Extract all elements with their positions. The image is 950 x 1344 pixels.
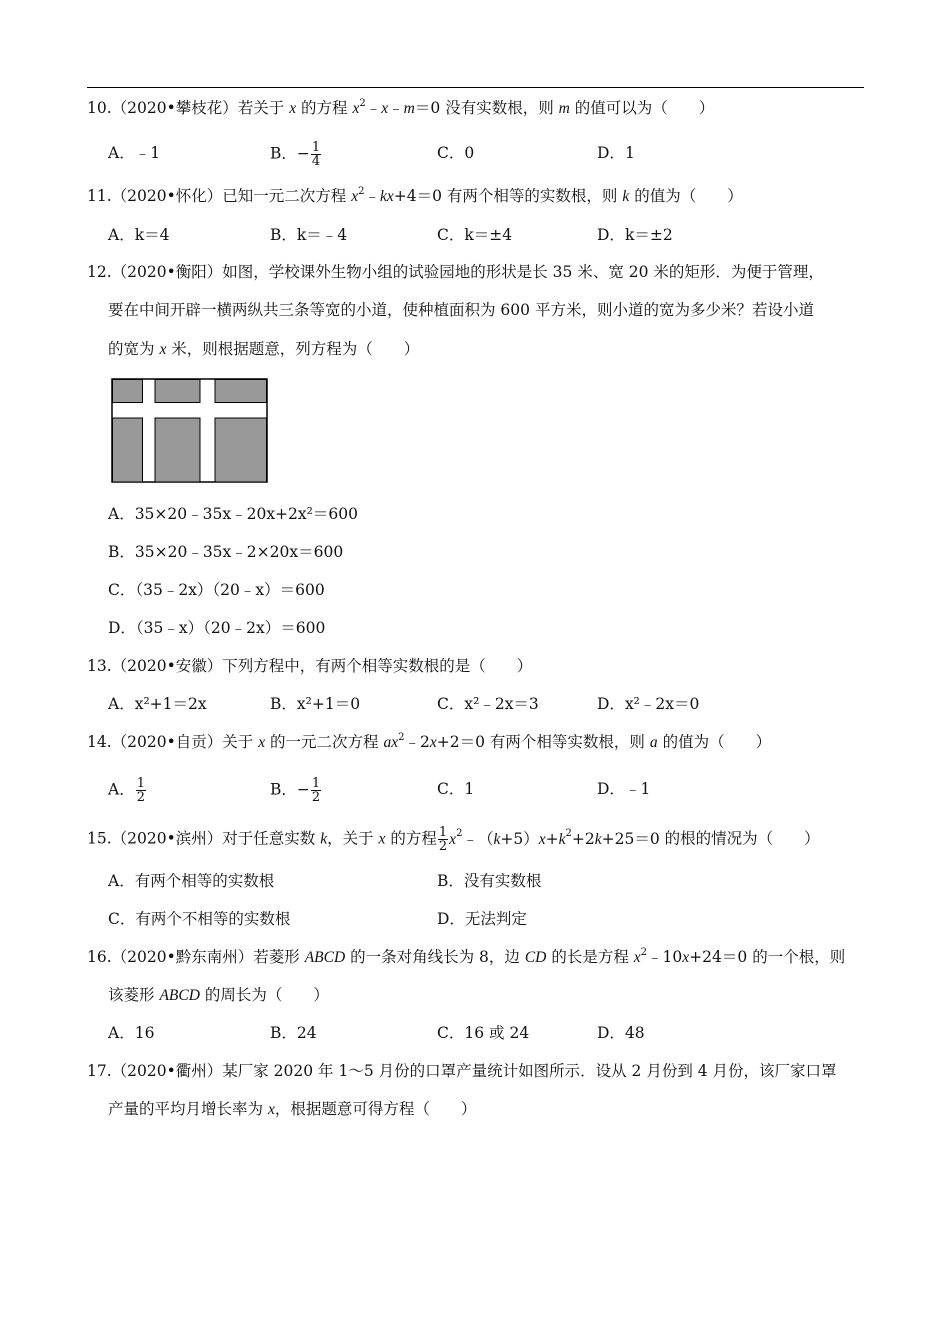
question-text: 对于任意实数 <box>222 829 316 848</box>
fraction: $\frac{1}{2}$ <box>311 776 321 805</box>
question-source: （2020•黔东南州） <box>111 948 254 966</box>
question-text: 的根的情况为（ ） <box>664 829 820 848</box>
question-number: 14. <box>87 733 112 751</box>
question-source: （2020•自贡） <box>111 733 223 751</box>
question-text: 若关于 <box>237 99 285 117</box>
option-c: C．x²﹣2x＝3 <box>437 695 539 713</box>
option-a: A．k＝4 <box>108 226 170 244</box>
option-d: D．无法判定 <box>437 910 527 928</box>
question-text: 下列方程中，有两个相等实数根的是（ ） <box>222 657 533 675</box>
option-c: C．（35﹣2x）（20﹣x）＝600 <box>108 581 325 599</box>
header-rule <box>87 87 864 88</box>
option-b: B．− $\frac{1}{4}$ <box>270 140 321 169</box>
option-d: D．k＝±2 <box>597 226 673 244</box>
garden-plot-figure <box>111 378 269 484</box>
question-text: 没有实数根，则 <box>445 99 554 117</box>
option-b: B．35×20﹣35x﹣2×20x＝600 <box>108 543 344 561</box>
fraction: $\frac{1}{2}$ <box>136 776 145 805</box>
option-c: C．1 <box>437 780 475 798</box>
option-c: C．有两个不相等的实数根 <box>108 910 291 928</box>
plot-bed <box>215 380 267 403</box>
option-d: D．1 <box>597 144 635 162</box>
question-12 <box>87 262 824 282</box>
equation: $\frac{1}{2}$ $x^2﹣(k+5)x+k^2+2k+25=0$ <box>438 825 660 854</box>
question-12-line-3: 的宽为 x 米，则根据题意，列方程为（ ） <box>108 340 420 358</box>
question-16: 16.（2020•黔东南州）若菱形 ABCD 的一条对角线长为 8，边 CD 的长是方程 $x^2﹣10x+24=0$ 的一个根，则 <box>87 946 846 966</box>
option-c: C．16 或 24 <box>437 1024 530 1042</box>
question-13 <box>87 656 532 676</box>
question-source: （2020•衡阳） <box>111 263 223 281</box>
question-source: （2020•攀枝花） <box>111 99 238 117</box>
option-a: A．35×20﹣35x﹣20x+2x²＝600 <box>108 505 358 523</box>
question-source: （2020•怀化） <box>111 187 223 205</box>
question-12-line-2: 要在中间开辟一横两纵共三条等宽的小道，使种植面积为 600 平方米，则小道的宽为多少米？若设小道 <box>108 301 814 319</box>
question-17 <box>87 1061 837 1081</box>
option-a: A．﹣1 <box>108 144 161 162</box>
option-c: C．k＝±4 <box>437 226 513 244</box>
option-d: D．（35﹣x）（20﹣2x）＝600 <box>108 619 326 637</box>
question-text: 的值为（ ） <box>662 733 772 751</box>
question-text: 若菱形 <box>253 948 300 966</box>
option-a: A．x²+1＝2x <box>108 695 207 713</box>
question-source: （2020•衢州） <box>111 1062 223 1080</box>
question-text: 的值可以为（ ） <box>574 99 715 117</box>
question-number: 13. <box>87 657 112 675</box>
question-text: 的长是方程 <box>551 948 629 966</box>
math-var-k: k <box>622 188 630 205</box>
option-a: A． $\frac{1}{2}$ <box>108 776 145 805</box>
question-11 <box>87 186 743 207</box>
fraction: $\frac{1}{4}$ <box>311 140 321 169</box>
question-text: 的一个根，则 <box>752 948 846 966</box>
question-source: （2020•安徽） <box>111 657 223 675</box>
option-b: B．k＝﹣4 <box>270 226 348 244</box>
question-text: 有两个相等实数根，则 <box>489 733 645 751</box>
question-text: 关于 <box>222 733 254 751</box>
plot-bed <box>113 380 143 403</box>
question-source: （2020•滨州） <box>111 829 223 848</box>
question-number: 11. <box>87 187 112 205</box>
question-text: 的值为（ ） <box>634 187 743 205</box>
plot-bed <box>155 418 200 482</box>
option-d: D．x²﹣2x＝0 <box>597 695 700 713</box>
question-number: 10. <box>87 99 112 117</box>
plot-bed <box>113 418 143 482</box>
question-text: 的方程 <box>390 829 437 848</box>
question-16-line-2: 该菱形 ABCD 的周长为（ ） <box>108 986 329 1004</box>
option-d: D．48 <box>597 1024 645 1042</box>
equation: $x^2﹣x﹣m=0$ <box>352 97 441 117</box>
option-a: A．16 <box>108 1024 155 1042</box>
math-var-m: m <box>558 100 570 117</box>
question-text: ，关于 <box>327 829 374 848</box>
question-text: 的一元二次方程 <box>270 733 379 751</box>
question-number: 12. <box>87 263 112 281</box>
equation: $x^2﹣kx+4=0$ <box>351 185 442 205</box>
option-a: A．有两个相等的实数根 <box>108 872 275 890</box>
plot-bed <box>215 418 267 482</box>
question-15: 15.（2020•滨州）对于任意实数 k，关于 x 的方程 $\frac{1}{2}$ $x^2﹣(k+5)x+k^2+2k+25=0$ 的根的情况为（ ） <box>87 825 820 854</box>
question-text: 已知一元二次方程 <box>222 187 347 205</box>
question-14: 14.（2020•自贡）关于 x 的一元二次方程 $ax^2﹣2x+2=0$ 有两个相等实数根，则 a 的值为（ ） <box>87 731 772 751</box>
option-d: D．﹣1 <box>597 780 651 798</box>
question-text: 如图，学校课外生物小组的试验园地的形状是长 35 米、宽 20 米的矩形．为便于管理， <box>222 263 824 281</box>
question-text: 有两个相等的实数根，则 <box>446 187 618 205</box>
question-text: 的一条对角线长为 8，边 <box>350 948 520 966</box>
question-number: 15. <box>87 829 112 848</box>
math-var-x: x <box>289 100 297 117</box>
question-text: 某厂家 2020 年 1～5 月份的口罩产量统计如图所示．设从 2 月份到 4 月份，该厂家口罩 <box>222 1062 837 1080</box>
option-b: B．x²+1＝0 <box>270 695 361 713</box>
plot-bed <box>155 380 200 403</box>
equation: $x^2﹣10x+24=0$ <box>633 946 748 966</box>
option-b: B．− $\frac{1}{2}$ <box>270 776 321 805</box>
question-number: 17. <box>87 1062 112 1080</box>
math-var-a: a <box>649 734 658 751</box>
option-b: B．24 <box>270 1024 317 1042</box>
equation: $ax^2﹣2x+2=0$ <box>383 731 485 751</box>
question-10 <box>87 98 714 119</box>
option-c: C．0 <box>437 144 475 162</box>
option-b: B．没有实数根 <box>437 872 542 890</box>
question-text: 的方程 <box>301 99 348 117</box>
question-17-line-2: 产量的平均月增长率为 x，根据题意可得方程（ ） <box>108 1100 477 1118</box>
question-number: 16. <box>87 948 112 966</box>
